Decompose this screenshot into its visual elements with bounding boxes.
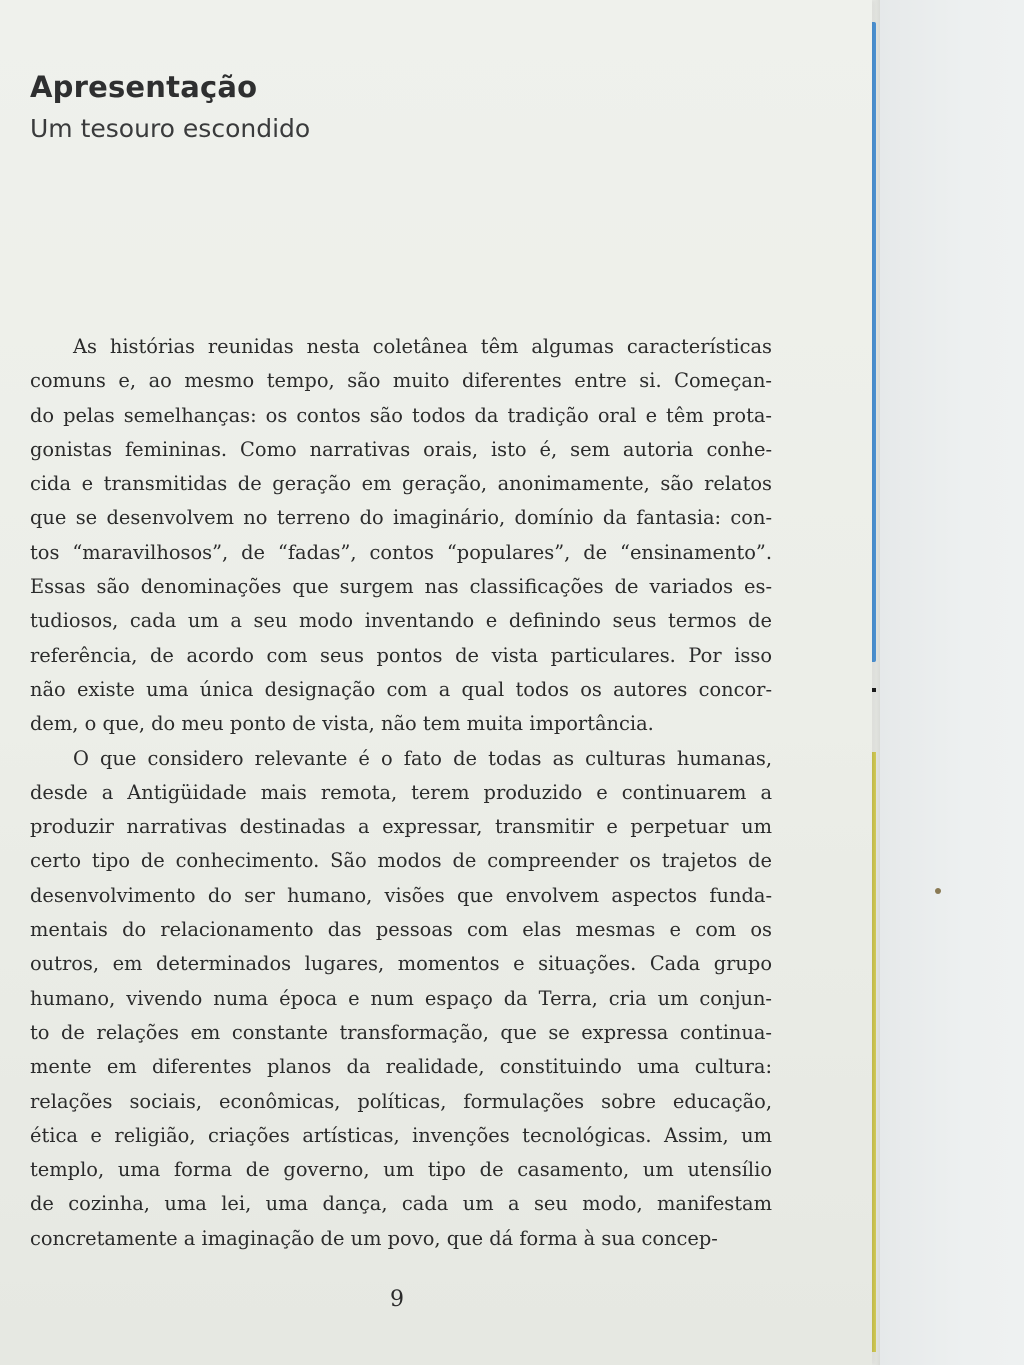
text-line: cida e transmitidas de geração em geração, anonimamente, são relatos — [30, 472, 772, 496]
text-line: humano, vivendo numa época e num espaço da Terra, cria um conjun- — [30, 986, 772, 1010]
text-line: concretamente a imaginação de um povo, que dá forma à sua concep- — [30, 1226, 718, 1250]
text-line: certo tipo de conhecimento. São modos de compreender os trajetos de — [30, 849, 772, 873]
text-line: mente em diferentes planos da realidade, constituindo uma cultura: — [30, 1055, 772, 1079]
text-line: relações sociais, econômicas, políticas, formulações sobre educação, — [30, 1089, 772, 1113]
text-line: não existe uma única designação com a qual todos os autores concor- — [30, 677, 772, 701]
text-line: dem, o que, do meu ponto de vista, não tem muita importância. — [30, 712, 654, 736]
text-line: de cozinha, uma lei, uma dança, cada um a seu modo, manifestam — [30, 1192, 772, 1216]
text-line: As histórias reunidas nesta coletânea têm algumas características — [73, 335, 772, 358]
background-surface — [880, 0, 1024, 1365]
text-line: tudiosos, cada um a seu modo inventando e definindo seus termos de — [30, 609, 772, 633]
text-line: to de relações em constante transformação, que se expressa continua- — [30, 1020, 772, 1044]
text-line: tos “maravilhosos”, de “fadas”, contos “populares”, de “ensinamento”. — [30, 540, 772, 564]
body-text — [30, 330, 772, 1256]
text-line: outros, em determinados lugares, momentos e situações. Cada grupo — [30, 952, 772, 976]
chapter-subheading: Um tesouro escondido — [30, 114, 311, 143]
paragraph — [30, 742, 772, 1256]
text-line: do pelas semelhanças: os contos são todos da tradição oral e têm prota- — [30, 403, 772, 427]
text-line: comuns e, ao mesmo tempo, são muito diferentes entre si. Começan- — [30, 369, 772, 393]
text-line: referência, de acordo com seus pontos de vista particulares. Por isso — [30, 643, 772, 667]
chapter-heading: Apresentação — [30, 70, 258, 104]
page-number: 9 — [390, 1287, 404, 1312]
text-line: mentais do relacionamento das pessoas com elas mesmas e com os — [30, 918, 772, 942]
text-line: O que considero relevante é o fato de todas as culturas humanas, — [73, 746, 772, 770]
text-line: templo, uma forma de governo, um tipo de casamento, um utensílio — [30, 1158, 772, 1182]
text-line: que se desenvolvem no terreno do imaginário, domínio da fantasia: con- — [30, 506, 772, 530]
text-line: ética e religião, criações artísticas, invenções tecnológicas. Assim, um — [30, 1123, 772, 1147]
dust-speck — [935, 888, 941, 894]
paragraph — [30, 330, 772, 742]
text-line: Essas são denominações que surgem nas classificações de variados es- — [30, 575, 772, 599]
text-line: gonistas femininas. Como narrativas orais, isto é, sem autoria conhe- — [30, 437, 772, 461]
text-line: desde a Antigüidade mais remota, terem produzido e continuarem a — [30, 780, 772, 804]
text-line: desenvolvimento do ser humano, visões que envolvem aspectos funda- — [30, 883, 772, 907]
text-line: produzir narrativas destinadas a expressar, transmitir e perpetuar um — [30, 815, 772, 839]
